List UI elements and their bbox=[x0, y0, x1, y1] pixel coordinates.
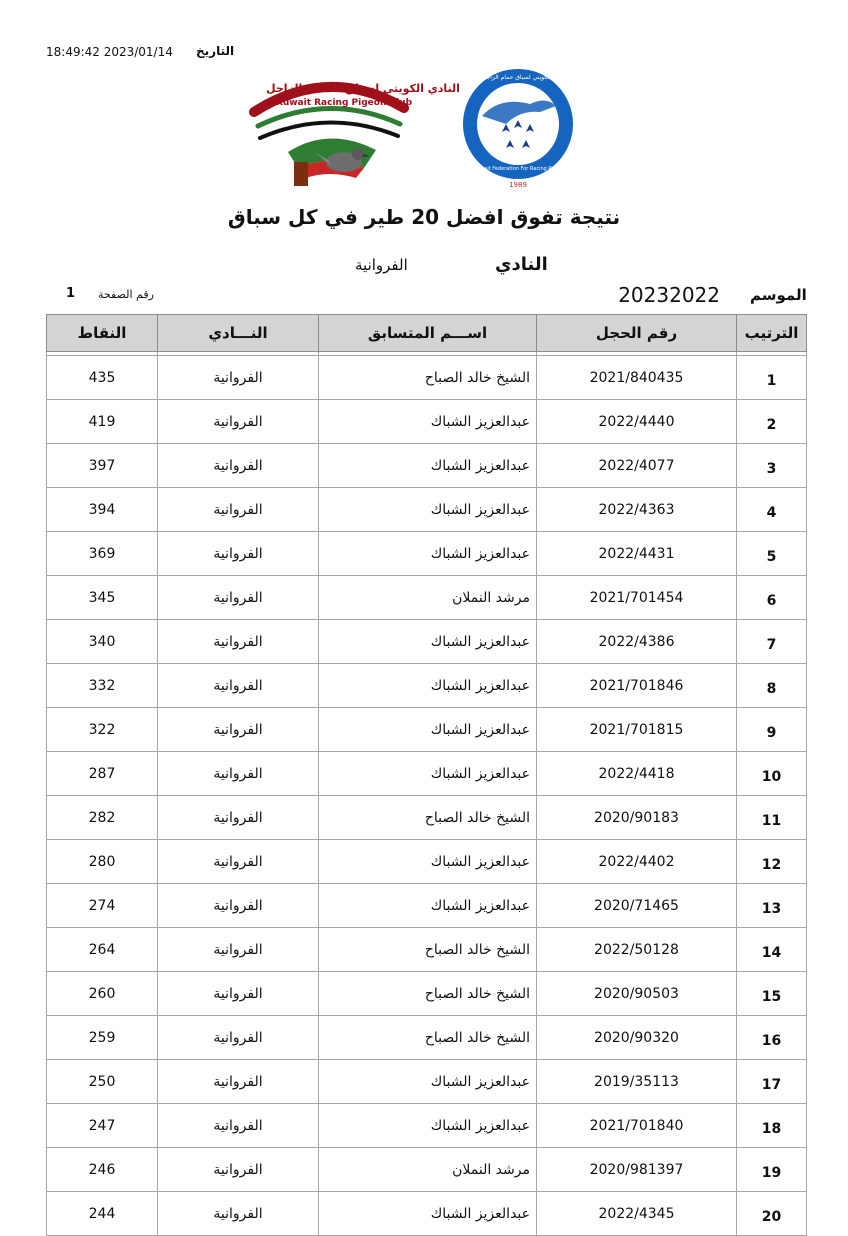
cell-points: 259 bbox=[47, 1016, 158, 1060]
table-row bbox=[47, 576, 807, 620]
cell-competitor-name: عبدالعزيز الشباك bbox=[319, 1060, 537, 1104]
cell-competitor-name: مرشد النملان bbox=[319, 1148, 537, 1192]
table-row bbox=[47, 1104, 807, 1148]
federation-logo bbox=[460, 66, 576, 190]
cell-competitor-name: عبدالعزيز الشباك bbox=[319, 840, 537, 884]
report-title: نتيجة تفوق افضل 20 طير في كل سباق bbox=[227, 205, 621, 229]
table-row bbox=[47, 532, 807, 576]
cell-club: الفروانية bbox=[158, 796, 319, 840]
cell-rank: 11 bbox=[737, 796, 807, 840]
cell-points: 282 bbox=[47, 796, 158, 840]
federation-logo-year: 1989 bbox=[509, 181, 527, 189]
table-row bbox=[47, 752, 807, 796]
cell-competitor-name: عبدالعزيز الشباك bbox=[319, 752, 537, 796]
cell-ring-number: 2022/4431 bbox=[537, 532, 737, 576]
cell-rank: 5 bbox=[737, 532, 807, 576]
page-number-value: 1 bbox=[66, 286, 76, 301]
cell-ring-number: 2022/4386 bbox=[537, 620, 737, 664]
header-club: النـــادي bbox=[158, 315, 319, 352]
cell-club: الفروانية bbox=[158, 1192, 319, 1236]
cell-competitor-name: عبدالعزيز الشباك bbox=[319, 664, 537, 708]
cell-competitor-name: عبدالعزيز الشباك bbox=[319, 488, 537, 532]
cell-points: 332 bbox=[47, 664, 158, 708]
cell-points: 435 bbox=[47, 356, 158, 400]
cell-rank: 6 bbox=[737, 576, 807, 620]
cell-rank: 20 bbox=[737, 1192, 807, 1236]
cell-points: 244 bbox=[47, 1192, 158, 1236]
table-row bbox=[47, 796, 807, 840]
cell-competitor-name: الشيخ خالد الصباح bbox=[319, 928, 537, 972]
cell-competitor-name: عبدالعزيز الشباك bbox=[319, 708, 537, 752]
club-logo-english: Kuwait Racing Pigeon Club bbox=[276, 98, 413, 108]
cell-rank: 17 bbox=[737, 1060, 807, 1104]
table-body bbox=[47, 352, 807, 1236]
table-row bbox=[47, 400, 807, 444]
cell-club: الفروانية bbox=[158, 840, 319, 884]
cell-club: الفروانية bbox=[158, 752, 319, 796]
cell-ring-number: 2022/50128 bbox=[537, 928, 737, 972]
table-row bbox=[47, 664, 807, 708]
table-row bbox=[47, 444, 807, 488]
table-row bbox=[47, 620, 807, 664]
cell-rank: 8 bbox=[737, 664, 807, 708]
table-row bbox=[47, 1192, 807, 1236]
header-name: اســـم المتسابق bbox=[319, 315, 537, 352]
header-rank: الترتيب bbox=[737, 315, 807, 352]
table-header-row bbox=[47, 315, 807, 352]
cell-ring-number: 2021/701815 bbox=[537, 708, 737, 752]
cell-ring-number: 2020/90183 bbox=[537, 796, 737, 840]
table-row bbox=[47, 356, 807, 400]
cell-club: الفروانية bbox=[158, 928, 319, 972]
cell-competitor-name: عبدالعزيز الشباك bbox=[319, 1192, 537, 1236]
cell-competitor-name: عبدالعزيز الشباك bbox=[319, 620, 537, 664]
cell-points: 246 bbox=[47, 1148, 158, 1192]
cell-club: الفروانية bbox=[158, 1016, 319, 1060]
cell-club: الفروانية bbox=[158, 664, 319, 708]
cell-points: 345 bbox=[47, 576, 158, 620]
cell-points: 419 bbox=[47, 400, 158, 444]
season-value: 20232022 bbox=[618, 283, 720, 307]
cell-ring-number: 2019/35113 bbox=[537, 1060, 737, 1104]
cell-rank: 3 bbox=[737, 444, 807, 488]
cell-competitor-name: عبدالعزيز الشباك bbox=[319, 884, 537, 928]
cell-rank: 4 bbox=[737, 488, 807, 532]
cell-ring-number: 2022/4077 bbox=[537, 444, 737, 488]
cell-ring-number: 2022/4402 bbox=[537, 840, 737, 884]
club-logo-arabic: النادي الكويتي لسباق الحمام الزاجل bbox=[266, 82, 460, 95]
cell-rank: 15 bbox=[737, 972, 807, 1016]
club-label: النادي bbox=[495, 254, 548, 275]
cell-club: الفروانية bbox=[158, 444, 319, 488]
cell-ring-number: 2021/701840 bbox=[537, 1104, 737, 1148]
cell-club: الفروانية bbox=[158, 972, 319, 1016]
cell-ring-number: 2020/981397 bbox=[537, 1148, 737, 1192]
cell-club: الفروانية bbox=[158, 1060, 319, 1104]
cell-rank: 7 bbox=[737, 620, 807, 664]
page-number-label: رقم الصفحة bbox=[98, 288, 154, 301]
cell-rank: 13 bbox=[737, 884, 807, 928]
cell-ring-number: 2021/701454 bbox=[537, 576, 737, 620]
cell-competitor-name: مرشد النملان bbox=[319, 576, 537, 620]
cell-points: 260 bbox=[47, 972, 158, 1016]
cell-competitor-name: عبدالعزيز الشباك bbox=[319, 1104, 537, 1148]
cell-ring-number: 2022/4440 bbox=[537, 400, 737, 444]
date-label: التاريخ bbox=[196, 44, 235, 58]
cell-rank: 9 bbox=[737, 708, 807, 752]
cell-ring-number: 2020/90503 bbox=[537, 972, 737, 1016]
cell-club: الفروانية bbox=[158, 884, 319, 928]
cell-ring-number: 2022/4345 bbox=[537, 1192, 737, 1236]
cell-club: الفروانية bbox=[158, 356, 319, 400]
cell-competitor-name: عبدالعزيز الشباك bbox=[319, 444, 537, 488]
club-value: الفروانية bbox=[355, 256, 408, 274]
cell-rank: 14 bbox=[737, 928, 807, 972]
table-row bbox=[47, 928, 807, 972]
cell-club: الفروانية bbox=[158, 1148, 319, 1192]
cell-points: 322 bbox=[47, 708, 158, 752]
cell-ring-number: 2021/840435 bbox=[537, 356, 737, 400]
cell-club: الفروانية bbox=[158, 708, 319, 752]
federation-logo-english: Kuwait Federation For Racing Pigeon bbox=[474, 166, 566, 172]
cell-club: الفروانية bbox=[158, 620, 319, 664]
print-datetime: 18:49:42 2023/01/14 bbox=[46, 45, 173, 59]
cell-competitor-name: عبدالعزيز الشباك bbox=[319, 532, 537, 576]
cell-rank: 19 bbox=[737, 1148, 807, 1192]
cell-rank: 18 bbox=[737, 1104, 807, 1148]
cell-ring-number: 2020/71465 bbox=[537, 884, 737, 928]
cell-club: الفروانية bbox=[158, 1104, 319, 1148]
cell-rank: 1 bbox=[737, 356, 807, 400]
cell-rank: 12 bbox=[737, 840, 807, 884]
federation-logo-arabic: الاتحاد الكويتي لسباق حمام الزاجل bbox=[482, 74, 569, 81]
cell-ring-number: 2022/4363 bbox=[537, 488, 737, 532]
cell-points: 250 bbox=[47, 1060, 158, 1104]
table-row bbox=[47, 488, 807, 532]
cell-ring-number: 2020/90320 bbox=[537, 1016, 737, 1060]
cell-points: 340 bbox=[47, 620, 158, 664]
cell-competitor-name: الشيخ خالد الصباح bbox=[319, 356, 537, 400]
results-table bbox=[46, 314, 807, 1236]
cell-competitor-name: الشيخ خالد الصباح bbox=[319, 972, 537, 1016]
cell-points: 274 bbox=[47, 884, 158, 928]
cell-club: الفروانية bbox=[158, 400, 319, 444]
cell-points: 264 bbox=[47, 928, 158, 972]
cell-points: 394 bbox=[47, 488, 158, 532]
cell-points: 369 bbox=[47, 532, 158, 576]
header-points: النقاط bbox=[47, 315, 158, 352]
cell-ring-number: 2022/4418 bbox=[537, 752, 737, 796]
cell-points: 280 bbox=[47, 840, 158, 884]
cell-ring-number: 2021/701846 bbox=[537, 664, 737, 708]
cell-competitor-name: الشيخ خالد الصباح bbox=[319, 796, 537, 840]
season-label: الموسم bbox=[750, 286, 807, 304]
cell-competitor-name: الشيخ خالد الصباح bbox=[319, 1016, 537, 1060]
table-row bbox=[47, 840, 807, 884]
cell-rank: 2 bbox=[737, 400, 807, 444]
cell-club: الفروانية bbox=[158, 532, 319, 576]
cell-competitor-name: عبدالعزيز الشباك bbox=[319, 400, 537, 444]
cell-rank: 16 bbox=[737, 1016, 807, 1060]
cell-club: الفروانية bbox=[158, 488, 319, 532]
table-row bbox=[47, 884, 807, 928]
cell-rank: 10 bbox=[737, 752, 807, 796]
table-row bbox=[47, 708, 807, 752]
table-row bbox=[47, 1148, 807, 1192]
cell-points: 247 bbox=[47, 1104, 158, 1148]
cell-points: 287 bbox=[47, 752, 158, 796]
club-logo bbox=[236, 64, 460, 188]
cell-points: 397 bbox=[47, 444, 158, 488]
header-ring: رقم الحجل bbox=[537, 315, 737, 352]
table-row bbox=[47, 1060, 807, 1104]
cell-club: الفروانية bbox=[158, 576, 319, 620]
table-row bbox=[47, 972, 807, 1016]
table-row bbox=[47, 1016, 807, 1060]
